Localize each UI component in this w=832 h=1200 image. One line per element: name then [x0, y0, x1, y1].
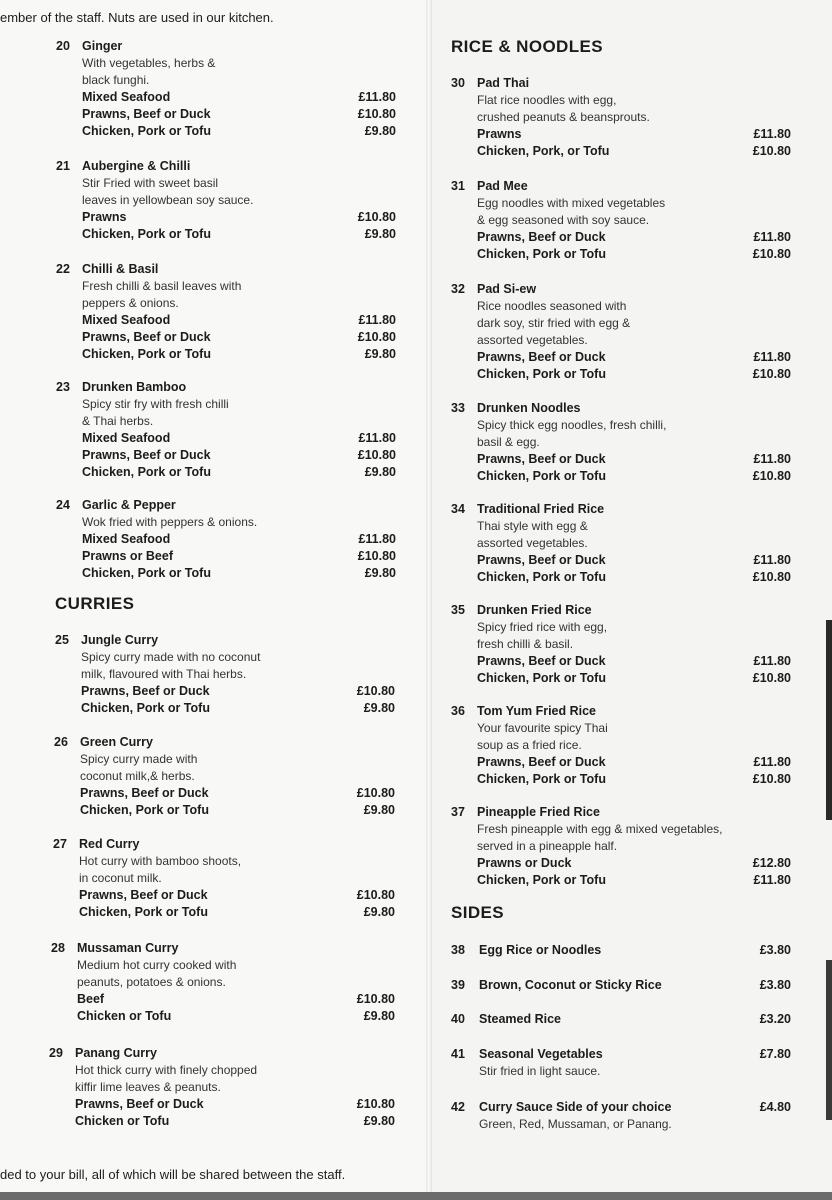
item-body: [82, 497, 396, 582]
option-label: Mixed Seafood: [82, 313, 171, 327]
item-description: Medium hot curry cooked with: [77, 958, 237, 972]
menu-item: [49, 1045, 395, 1130]
option-price: £11.80: [358, 532, 396, 546]
option-label: Mixed Seafood: [82, 431, 171, 445]
price-option: [477, 229, 791, 246]
option-label: Chicken or Tofu: [75, 1114, 170, 1128]
service-charge-notice: ded to your bill, all of which will be shared between the staff.: [0, 1167, 346, 1182]
price-option: [82, 548, 396, 565]
item-body: [82, 158, 396, 243]
option-label: Prawns or Duck: [477, 856, 572, 870]
item-name: Panang Curry: [75, 1046, 157, 1060]
item-description: peppers & onions.: [82, 296, 179, 310]
option-price: £10.80: [752, 469, 791, 483]
item-description: Green, Red, Mussaman, or Panang.: [479, 1117, 672, 1131]
item-body: [80, 734, 395, 819]
item-number: 24: [56, 498, 70, 512]
price-option: [477, 552, 791, 569]
item-price: £4.80: [759, 1100, 791, 1114]
option-label: Chicken, Pork or Tofu: [82, 566, 211, 580]
menu-item: [56, 38, 396, 140]
item-description: peanuts, potatoes & onions.: [77, 975, 226, 989]
item-description: Flat rice noodles with egg,: [477, 93, 617, 107]
option-price: £9.80: [364, 566, 396, 580]
item-description: in coconut milk.: [79, 871, 162, 885]
section-title-sides: SIDES: [451, 903, 505, 922]
item-number: 41: [451, 1047, 465, 1061]
option-price: £11.80: [753, 452, 791, 466]
item-name: Jungle Curry: [81, 633, 159, 647]
item-name: Red Curry: [79, 837, 140, 851]
price-option: [82, 89, 396, 106]
option-label: Prawns, Beef or Duck: [75, 1097, 204, 1111]
item-description: & egg seasoned with soy sauce.: [477, 213, 650, 227]
option-price: £12.80: [752, 856, 791, 870]
item-name: Pad Thai: [477, 76, 530, 90]
item-description: black funghi.: [82, 73, 150, 87]
item-description: Spicy fried rice with egg,: [477, 620, 608, 634]
option-price: £10.80: [752, 247, 791, 261]
item-number: 36: [451, 704, 465, 718]
item-body: [81, 632, 395, 717]
side-row: [479, 977, 791, 994]
item-number: 30: [451, 76, 465, 90]
item-number: 34: [451, 502, 465, 516]
item-body: [477, 178, 791, 263]
item-description: crushed peanuts & beansprouts.: [477, 110, 650, 124]
option-label: Prawns, Beef or Duck: [477, 230, 606, 244]
price-option: [82, 464, 396, 481]
side-item: [451, 1099, 791, 1133]
item-body: [479, 942, 791, 959]
item-body: [82, 38, 396, 140]
menu-item: [451, 501, 791, 586]
menu-item: [55, 632, 395, 717]
item-body: [82, 261, 396, 363]
option-label: Chicken, Pork or Tofu: [477, 671, 606, 685]
item-body: [479, 1011, 791, 1028]
price-option: [81, 700, 395, 717]
allergy-notice: ember of the staff. Nuts are used in our kitchen.: [0, 10, 274, 25]
item-number: 33: [451, 401, 465, 415]
option-price: £11.80: [358, 431, 396, 445]
item-body: [477, 703, 791, 788]
item-description: leaves in yellowbean soy sauce.: [82, 193, 254, 207]
price-option: [477, 468, 791, 485]
item-description: Spicy stir fry with fresh chilli: [82, 397, 229, 411]
price-option: [82, 226, 396, 243]
price-option: [82, 346, 396, 363]
option-label: Chicken or Tofu: [77, 1009, 172, 1023]
price-option: [80, 785, 395, 802]
item-body: [75, 1045, 395, 1130]
item-body: [477, 602, 791, 687]
item-body: [477, 501, 791, 586]
side-row: [479, 1011, 791, 1028]
item-name: Steamed Rice: [479, 1012, 561, 1026]
option-label: Mixed Seafood: [82, 90, 171, 104]
option-price: £11.80: [753, 230, 791, 244]
item-description: dark soy, stir fried with egg &: [477, 316, 631, 330]
item-number: 32: [451, 282, 465, 296]
price-option: [82, 447, 396, 464]
item-description: basil & egg.: [477, 435, 540, 449]
price-option: [75, 1096, 395, 1113]
option-price: £10.80: [356, 992, 395, 1006]
item-name: Chilli & Basil: [82, 262, 159, 276]
option-price: £11.80: [753, 127, 791, 141]
item-number: 28: [51, 941, 65, 955]
item-number: 25: [55, 633, 69, 647]
section-title-rice-noodles: RICE & NOODLES: [451, 37, 604, 56]
side-row: [479, 942, 791, 959]
item-number: 37: [451, 805, 465, 819]
option-price: £10.80: [752, 570, 791, 584]
option-label: Chicken, Pork or Tofu: [82, 347, 211, 361]
option-label: Beef: [77, 992, 105, 1006]
item-description: Fresh chilli & basil leaves with: [82, 279, 242, 293]
price-option: [477, 366, 791, 383]
option-price: £10.80: [356, 888, 395, 902]
option-price: £11.80: [753, 654, 791, 668]
item-body: [77, 940, 395, 1025]
option-label: Mixed Seafood: [82, 532, 171, 546]
option-label: Chicken, Pork or Tofu: [80, 803, 209, 817]
item-description: Thai style with egg &: [477, 519, 588, 533]
price-option: [82, 531, 396, 548]
price-option: [80, 802, 395, 819]
menu-item: [451, 602, 791, 687]
item-number: 26: [54, 735, 68, 749]
item-description: Rice noodles seasoned with: [477, 299, 627, 313]
item-body: [82, 379, 396, 481]
background-edge: [826, 620, 832, 820]
menu-item: [451, 804, 791, 889]
option-price: £11.80: [753, 553, 791, 567]
option-label: Prawns, Beef or Duck: [82, 448, 211, 462]
price-option: [477, 872, 791, 889]
menu-item: [451, 178, 791, 263]
price-option: [477, 670, 791, 687]
option-label: Chicken, Pork or Tofu: [477, 469, 606, 483]
option-price: £9.80: [364, 227, 396, 241]
option-price: £11.80: [753, 873, 791, 887]
item-body: [477, 804, 791, 889]
item-description: With vegetables, herbs &: [82, 56, 216, 70]
item-description: Spicy thick egg noodles, fresh chilli,: [477, 418, 667, 432]
option-price: £11.80: [753, 350, 791, 364]
item-description: Stir fried in light sauce.: [479, 1064, 601, 1078]
option-price: £10.80: [357, 330, 396, 344]
item-name: Traditional Fried Rice: [477, 502, 605, 516]
option-label: Chicken, Pork or Tofu: [477, 247, 606, 261]
price-option: [77, 991, 395, 1008]
item-description: kiffir lime leaves & peanuts.: [75, 1080, 221, 1094]
item-description: Stir Fried with sweet basil: [82, 176, 219, 190]
option-price: £10.80: [356, 684, 395, 698]
option-label: Chicken, Pork or Tofu: [81, 701, 210, 715]
option-label: Prawns: [477, 127, 522, 141]
price-option: [79, 904, 395, 921]
option-label: Chicken, Pork or Tofu: [477, 367, 606, 381]
item-body: [479, 1099, 791, 1133]
item-number: 21: [56, 159, 70, 173]
item-number: 38: [451, 943, 465, 957]
price-option: [82, 209, 396, 226]
side-item: [451, 1046, 791, 1080]
option-price: £10.80: [752, 671, 791, 685]
menu-item: [56, 261, 396, 363]
option-price: £11.80: [753, 755, 791, 769]
item-body: [477, 400, 791, 485]
item-name: Green Curry: [80, 735, 153, 749]
item-description: assorted vegetables.: [477, 333, 588, 347]
menu-item: [56, 379, 396, 481]
item-description: Wok fried with peppers & onions.: [82, 515, 258, 529]
price-option: [82, 430, 396, 447]
item-name: Drunken Bamboo: [82, 380, 187, 394]
menu-item: [54, 734, 395, 819]
item-body: [479, 1046, 791, 1080]
option-price: £10.80: [356, 1097, 395, 1111]
option-label: Prawns, Beef or Duck: [477, 553, 606, 567]
option-label: Prawns, Beef or Duck: [477, 452, 606, 466]
option-price: £10.80: [357, 107, 396, 121]
page-fold: [426, 0, 432, 1200]
item-name: Aubergine & Chilli: [82, 159, 191, 173]
price-option: [81, 683, 395, 700]
option-price: £10.80: [357, 549, 396, 563]
price-option: [79, 887, 395, 904]
section-title-curries: CURRIES: [55, 594, 135, 613]
item-name: Mussaman Curry: [77, 941, 179, 955]
item-body: [79, 836, 395, 921]
price-option: [477, 451, 791, 468]
option-label: Chicken, Pork or Tofu: [82, 124, 211, 138]
option-label: Chicken, Pork, or Tofu: [477, 144, 610, 158]
option-label: Prawns, Beef or Duck: [79, 888, 208, 902]
option-label: Chicken, Pork or Tofu: [477, 873, 606, 887]
item-name: Ginger: [82, 39, 123, 53]
option-label: Prawns, Beef or Duck: [80, 786, 209, 800]
item-description: Spicy curry made with: [80, 752, 198, 766]
item-number: 40: [451, 1012, 465, 1026]
price-option: [477, 569, 791, 586]
price-option: [75, 1113, 395, 1130]
item-number: 35: [451, 603, 465, 617]
item-number: 42: [451, 1100, 465, 1114]
item-price: £3.80: [759, 978, 791, 992]
item-number: 22: [56, 262, 70, 276]
price-option: [477, 771, 791, 788]
option-label: Prawns: [82, 210, 127, 224]
option-label: Chicken, Pork or Tofu: [82, 227, 211, 241]
background-edge: [826, 960, 832, 1120]
option-price: £10.80: [752, 367, 791, 381]
item-name: Pad Si-ew: [477, 282, 537, 296]
price-option: [82, 312, 396, 329]
option-label: Prawns, Beef or Duck: [477, 654, 606, 668]
price-option: [477, 143, 791, 160]
option-price: £10.80: [357, 210, 396, 224]
option-price: £9.80: [363, 1114, 395, 1128]
option-label: Chicken, Pork or Tofu: [477, 570, 606, 584]
item-description: Hot curry with bamboo shoots,: [79, 854, 242, 868]
option-label: Prawns, Beef or Duck: [81, 684, 210, 698]
item-body: [479, 977, 791, 994]
option-price: £9.80: [363, 803, 395, 817]
price-option: [77, 1008, 395, 1025]
item-description: fresh chilli & basil.: [477, 637, 574, 651]
option-label: Chicken, Pork or Tofu: [82, 465, 211, 479]
item-name: Pad Mee: [477, 179, 528, 193]
option-price: £9.80: [363, 1009, 395, 1023]
item-price: £7.80: [759, 1047, 791, 1061]
item-name: Pineapple Fried Rice: [477, 805, 600, 819]
menu-item: [56, 497, 396, 582]
item-description: Egg noodles with mixed vegetables: [477, 196, 666, 210]
price-option: [82, 565, 396, 582]
menu-item: [53, 836, 395, 921]
item-price: £3.80: [759, 943, 791, 957]
item-number: 31: [451, 179, 465, 193]
side-item: [451, 977, 791, 994]
option-price: £9.80: [363, 905, 395, 919]
item-name: Tom Yum Fried Rice: [477, 704, 597, 718]
option-label: Prawns, Beef or Duck: [82, 330, 211, 344]
side-row: [479, 1099, 791, 1116]
item-description: Your favourite spicy Thai: [477, 721, 608, 735]
option-label: Prawns, Beef or Duck: [477, 350, 606, 364]
item-description: Fresh pineapple with egg & mixed vegetables,: [477, 822, 723, 836]
option-price: £10.80: [357, 448, 396, 462]
option-price: £10.80: [356, 786, 395, 800]
side-item: [451, 1011, 791, 1028]
price-option: [477, 126, 791, 143]
menu-item: [451, 75, 791, 160]
menu-item: [451, 400, 791, 485]
item-description: & Thai herbs.: [82, 414, 154, 428]
option-price: £9.80: [364, 347, 396, 361]
item-body: [477, 281, 791, 383]
item-number: 29: [49, 1046, 63, 1060]
item-name: Egg Rice or Noodles: [479, 943, 602, 957]
option-label: Chicken, Pork or Tofu: [477, 772, 606, 786]
price-option: [82, 329, 396, 346]
option-price: £11.80: [358, 313, 396, 327]
option-price: £11.80: [358, 90, 396, 104]
option-label: Prawns or Beef: [82, 549, 174, 563]
item-description: Hot thick curry with finely chopped: [75, 1063, 258, 1077]
item-number: 27: [53, 837, 67, 851]
item-description: coconut milk,& herbs.: [80, 769, 195, 783]
item-name: Garlic & Pepper: [82, 498, 176, 512]
option-label: Prawns, Beef or Duck: [82, 107, 211, 121]
option-price: £9.80: [364, 465, 396, 479]
price-option: [477, 349, 791, 366]
option-label: Chicken, Pork or Tofu: [79, 905, 208, 919]
price-option: [82, 123, 396, 140]
price-option: [477, 754, 791, 771]
option-price: £10.80: [752, 144, 791, 158]
item-description: soup as a fried rice.: [477, 738, 582, 752]
item-description: assorted vegetables.: [477, 536, 588, 550]
item-name: Drunken Fried Rice: [477, 603, 592, 617]
option-label: Prawns, Beef or Duck: [477, 755, 606, 769]
item-number: 23: [56, 380, 70, 394]
price-option: [477, 855, 791, 872]
item-name: Curry Sauce Side of your choice: [479, 1100, 672, 1114]
item-number: 39: [451, 978, 465, 992]
menu-item: [451, 703, 791, 788]
side-item: [451, 942, 791, 959]
menu-item: [451, 281, 791, 383]
table-edge: [0, 1192, 832, 1200]
item-body: [477, 75, 791, 160]
option-price: £10.80: [752, 772, 791, 786]
item-name: Seasonal Vegetables: [479, 1047, 603, 1061]
menu-item: [56, 158, 396, 243]
price-option: [477, 653, 791, 670]
price-option: [82, 106, 396, 123]
item-description: milk, flavoured with Thai herbs.: [81, 667, 247, 681]
menu-item: [51, 940, 395, 1025]
side-row: [479, 1046, 791, 1063]
item-name: Drunken Noodles: [477, 401, 581, 415]
option-price: £9.80: [363, 701, 395, 715]
item-description: served in a pineapple half.: [477, 839, 618, 853]
price-option: [477, 246, 791, 263]
item-name: Brown, Coconut or Sticky Rice: [479, 978, 662, 992]
option-price: £9.80: [364, 124, 396, 138]
item-number: 20: [56, 39, 70, 53]
item-price: £3.20: [759, 1012, 791, 1026]
item-description: Spicy curry made with no coconut: [81, 650, 261, 664]
